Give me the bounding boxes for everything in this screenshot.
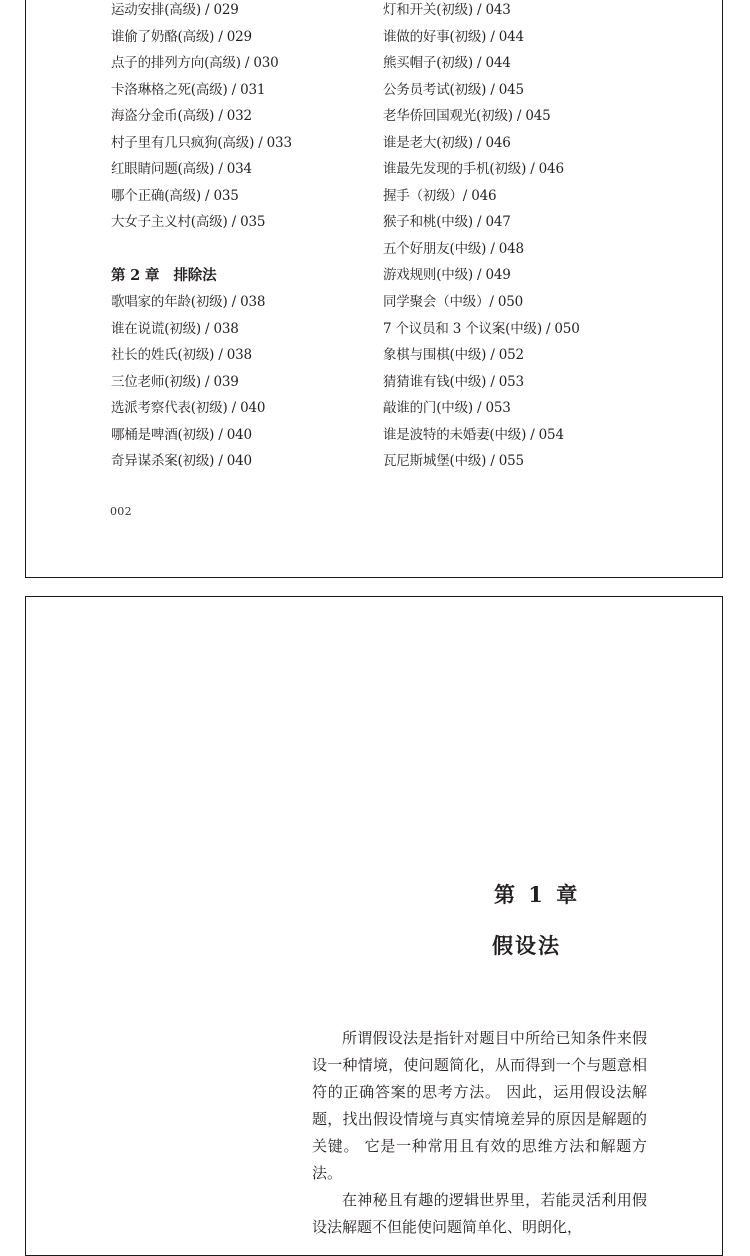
toc-entry: 公务员考试(初级) / 045 — [383, 81, 524, 98]
chapter-title: 假设法 — [492, 933, 561, 958]
toc-entry: 奇异谋杀案(初级) / 040 — [111, 453, 252, 470]
toc-entry: 运动安排(高级) / 029 — [111, 2, 239, 18]
toc-left-column — [111, 0, 292, 478]
page-number: 002 — [110, 505, 132, 518]
toc-entry: 村子里有几只疯狗(高级) / 033 — [111, 134, 292, 151]
toc-entry: 敲谁的门(中级) / 053 — [383, 400, 511, 417]
toc-entry: 五个好朋友(中级) / 048 — [383, 240, 524, 257]
toc-entry: 象棋与围棋(中级) / 052 — [383, 347, 524, 364]
toc-right-column — [383, 0, 580, 478]
toc-entry: 游戏规则(中级) / 049 — [383, 267, 511, 284]
toc-entry: 卡洛琳格之死(高级) / 031 — [111, 81, 266, 98]
toc-entry: 哪个正确(高级) / 035 — [111, 187, 239, 204]
toc-entry: 大女子主义村(高级) / 035 — [111, 214, 266, 231]
toc-entry: 选派考察代表(初级) / 040 — [111, 400, 266, 417]
toc-entry: 谁做的好事(初级) / 044 — [383, 28, 524, 45]
toc-entry: 谁偷了奶酪(高级) / 029 — [111, 28, 252, 45]
toc-entry: 7 个议员和 3 个议案(中级) / 050 — [383, 320, 580, 337]
toc-entry: 谁是老大(初级) / 046 — [383, 134, 511, 151]
toc-entry: 灯和开关(初级) / 043 — [383, 2, 511, 18]
toc-entry: 海盗分金币(高级) / 032 — [111, 108, 252, 125]
toc-entry: 三位老师(初级) / 039 — [111, 373, 239, 390]
toc-entry: 老华侨回国观光(初级) / 045 — [383, 108, 551, 125]
chapter-number: 第 1 章 — [494, 882, 581, 907]
toc-entry: 握手（初级）/ 046 — [383, 187, 497, 204]
chapter-intro-text — [312, 1025, 647, 1241]
toc-entry: 猜猜谁有钱(中级) / 053 — [383, 373, 524, 390]
toc-spacer — [111, 239, 292, 262]
toc-entry: 红眼睛问题(高级) / 034 — [111, 161, 252, 178]
toc-entry: 哪桶是啤酒(初级) / 040 — [111, 426, 252, 443]
toc-entry: 社长的姓氏(初级) / 038 — [111, 347, 252, 364]
paragraph: 在神秘且有趣的逻辑世界里，若能灵活利用假设法解题不但能使问题简单化、明朗化， — [312, 1191, 647, 1236]
chapter-page — [25, 596, 723, 1256]
toc-entry: 瓦尼斯城堡(中级) / 055 — [383, 453, 524, 470]
toc-entry: 猴子和桃(中级) / 047 — [383, 214, 511, 231]
toc-chapter-heading: 第 2 章 排除法 — [111, 266, 217, 284]
toc-entry: 谁最先发现的手机(初级) / 046 — [383, 161, 564, 178]
paragraph: 所谓假设法是指针对题目中所给已知条件来假设一种情境，使问题简化，从而得到一个与题意相符的正确答案的思考方法。 因此，运用假设法解题，找出假设情境与真实情境差异的原因是解题的关键。 它是一种常用且有效的思维方法和解题方法。 — [312, 1029, 647, 1182]
toc-entry: 谁是波特的未婚妻(中级) / 054 — [383, 426, 564, 443]
toc-entry: 熊买帽子(初级) / 044 — [383, 55, 511, 72]
toc-entry: 同学聚会（中级）/ 050 — [383, 294, 524, 311]
toc-entry: 谁在说谎(初级) / 038 — [111, 320, 239, 337]
toc-entry: 歌唱家的年龄(初级) / 038 — [111, 294, 266, 311]
toc-entry: 点子的排列方向(高级) / 030 — [111, 55, 279, 72]
toc-page — [25, 0, 723, 578]
